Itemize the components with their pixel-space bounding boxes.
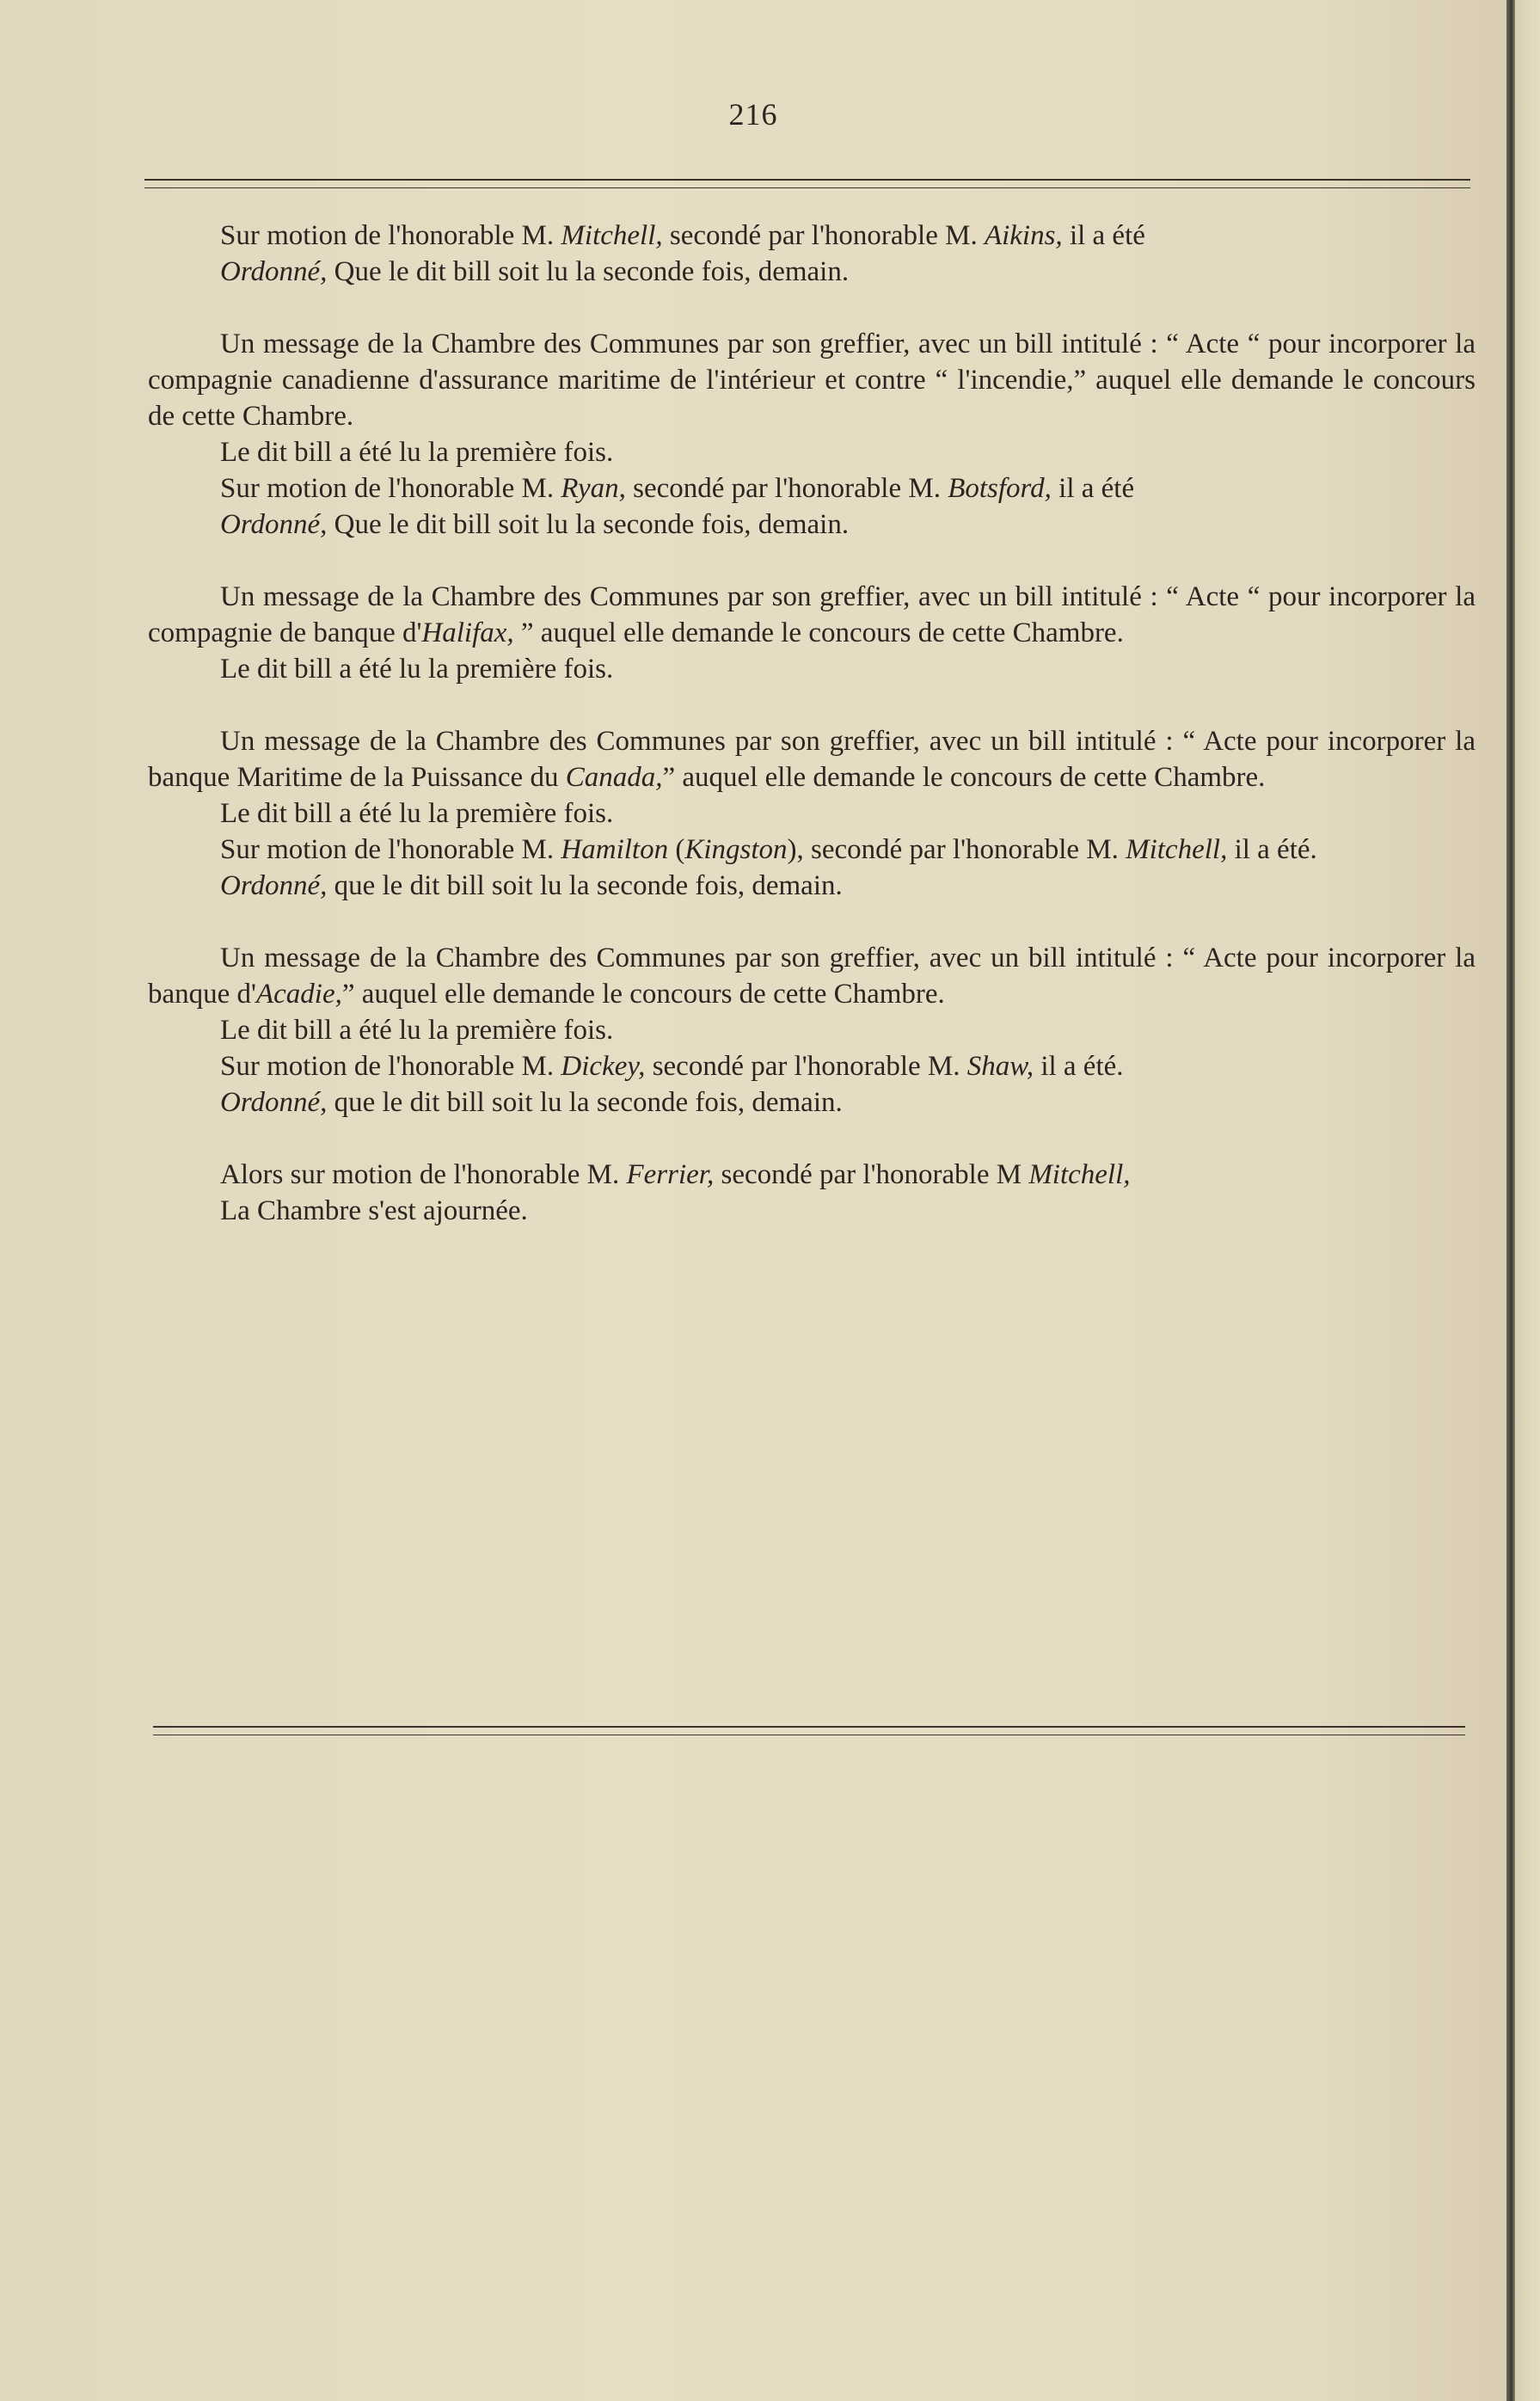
header-rule-bottom — [144, 187, 1470, 188]
text-line: Un message de la Chambre des Communes par son greffier, avec un bill intitulé : “ Acte “ pour incorporer la compagnie de banque d'Halifax, ” auquel elle demande le concours de cette Chambre. — [148, 581, 1476, 648]
book-spine — [1506, 0, 1515, 2401]
paragraph-gap — [148, 1121, 1476, 1157]
italic-name: Mitchell, — [561, 220, 663, 251]
text-line: Alors sur motion de l'honorable M. Ferrier, secondé par l'honorable M Mitchell, — [220, 1159, 1131, 1190]
text-line: Un message de la Chambre des Communes par son greffier, avec un bill intitulé : “ Acte pour incorporer la banque d'Acadie,” auquel elle demande le concours de cette Chambre. — [148, 943, 1476, 1010]
paragraph-block — [148, 579, 1476, 687]
paragraph-gap — [148, 904, 1476, 940]
italic-name: Ordonné, — [220, 509, 328, 540]
paragraph-gap — [148, 543, 1476, 579]
page-number: 216 — [728, 97, 778, 132]
italic-name: Mitchell, — [1028, 1159, 1131, 1190]
paragraph-block — [148, 218, 1476, 290]
italic-name: Ordonné, — [220, 1087, 328, 1118]
italic-name: Halifax, — [421, 617, 514, 648]
text-line: Le dit bill a été lu la première fois. — [220, 1015, 614, 1046]
paragraph-block — [148, 940, 1476, 1121]
italic-name: Ordonné, — [220, 256, 328, 287]
document-body — [148, 218, 1476, 1229]
text-line: Ordonné, Que le dit bill soit lu la seconde fois, demain. — [220, 509, 850, 540]
text-line: Sur motion de l'honorable M. Ryan, secondé par l'honorable M. Botsford, il a été — [220, 473, 1135, 504]
paragraph-block — [148, 1157, 1476, 1229]
italic-name: Kingston — [684, 834, 788, 865]
italic-name: Aikins, — [984, 220, 1063, 251]
text-line: La Chambre s'est ajournée. — [220, 1195, 528, 1226]
italic-name: Canada, — [565, 762, 663, 793]
italic-name: Acadie, — [256, 979, 342, 1010]
text-line: Le dit bill a été lu la première fois. — [220, 437, 614, 468]
italic-name: Ryan, — [561, 473, 626, 504]
text-line: Sur motion de l'honorable M. Mitchell, secondé par l'honorable M. Aikins, il a été — [220, 220, 1145, 251]
text-line: Un message de la Chambre des Communes par son greffier, avec un bill intitulé : “ Acte pour incorporer la banque Maritime de la Puissance du Canada,” auquel elle demande le concours de cette Chambre. — [148, 726, 1476, 793]
footer-rule-top — [153, 1726, 1465, 1728]
text-line: Sur motion de l'honorable M. Dickey, secondé par l'honorable M. Shaw, il a été. — [220, 1051, 1124, 1082]
italic-name: Shaw, — [966, 1051, 1034, 1082]
italic-name: Mitchell, — [1126, 834, 1228, 865]
italic-name: Ordonné, — [220, 870, 328, 901]
text-line: Sur motion de l'honorable M. Hamilton (Kingston), secondé par l'honorable M. Mitchell, il a été. — [220, 834, 1317, 865]
header-rule-top — [144, 179, 1470, 181]
italic-name: Dickey, — [561, 1051, 646, 1082]
text-line: Ordonné, Que le dit bill soit lu la seconde fois, demain. — [220, 256, 850, 287]
paragraph-block — [148, 326, 1476, 543]
italic-name: Botsford, — [948, 473, 1052, 504]
italic-name: Ferrier, — [626, 1159, 715, 1190]
italic-name: Hamilton — [561, 834, 669, 865]
text-line: Ordonné, que le dit bill soit lu la seconde fois, demain. — [220, 870, 843, 901]
text-line: Le dit bill a été lu la première fois. — [220, 654, 614, 685]
text-line: Un message de la Chambre des Communes par son greffier, avec un bill intitulé : “ Acte “ pour incorporer la compagnie canadienne d'assurance maritime de l'intérieur et contre “ l'incendie,” auquel elle demande le concours de cette Chambre. — [148, 329, 1476, 432]
paragraph-block — [148, 723, 1476, 904]
text-line: Ordonné, que le dit bill soit lu la seconde fois, demain. — [220, 1087, 843, 1118]
text-line: Le dit bill a été lu la première fois. — [220, 798, 614, 829]
paragraph-gap — [148, 290, 1476, 326]
paragraph-gap — [148, 687, 1476, 723]
adjacent-page-edge — [1515, 0, 1540, 2401]
